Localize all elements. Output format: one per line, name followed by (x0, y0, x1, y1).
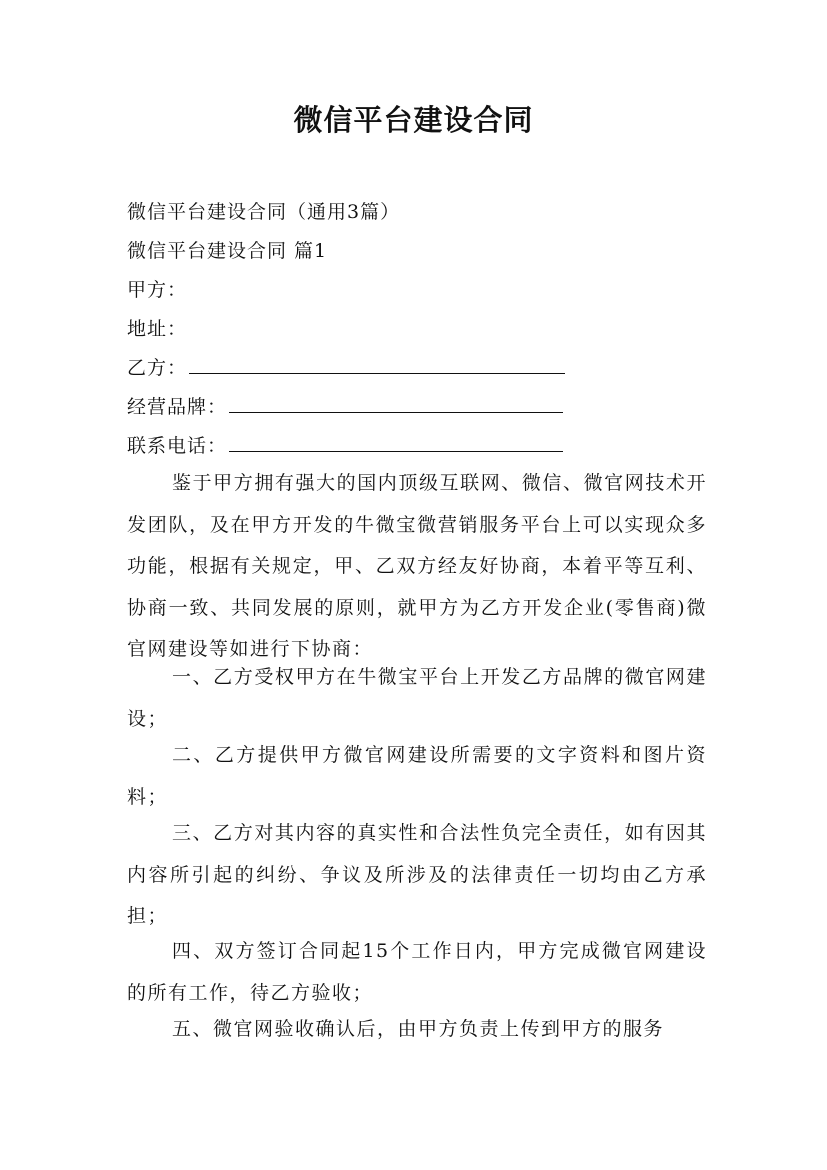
party-a-field (127, 270, 707, 310)
document-title: 微信平台建设合同 (293, 103, 534, 137)
phone-blank (229, 429, 563, 452)
party-a-label: 甲方： (127, 279, 188, 301)
brand-field (127, 387, 707, 427)
party-b-field (127, 348, 707, 388)
brand-label: 经营品牌： (127, 396, 228, 418)
clause-3: 三、乙方对其内容的真实性和合法性负完全责任，如有因其内容所引起的纠纷、争议及所涉及的法律责任一切均由乙方承担； (127, 822, 707, 927)
party-b-blank (189, 351, 565, 374)
phone-field (127, 426, 707, 466)
party-b-label: 乙方： (127, 357, 188, 379)
section-heading: 微信平台建设合同 篇1 (127, 240, 328, 262)
intro-paragraph: 鉴于甲方拥有强大的国内顶级互联网、微信、微官网技术开发团队，及在甲方开发的牛微宝微营销服务平台上可以实现众多功能，根据有关规定，甲、乙双方经友好协商，本着平等互利、协商一致、共同发展的原则，就甲方为乙方开发企业(零售商)微官网建设等如进行下协商： (127, 472, 707, 660)
clause-5: 五、微官网验收确认后，由甲方负责上传到甲方的服务 (172, 1018, 665, 1040)
clause-1: 一、乙方受权甲方在牛微宝平台上开发乙方品牌的微官网建设； (127, 666, 707, 730)
address-field (127, 309, 707, 349)
phone-label: 联系电话： (127, 435, 228, 457)
brand-blank (229, 390, 563, 413)
document-subtitle: 微信平台建设合同（通用3篇） (127, 201, 401, 223)
address-label: 地址： (127, 318, 188, 340)
clause-4: 四、双方签订合同起15个工作日内，甲方完成微官网建设的所有工作，待乙方验收； (127, 940, 707, 1004)
clause-2: 二、乙方提供甲方微官网建设所需要的文字资料和图片资料； (127, 744, 707, 808)
